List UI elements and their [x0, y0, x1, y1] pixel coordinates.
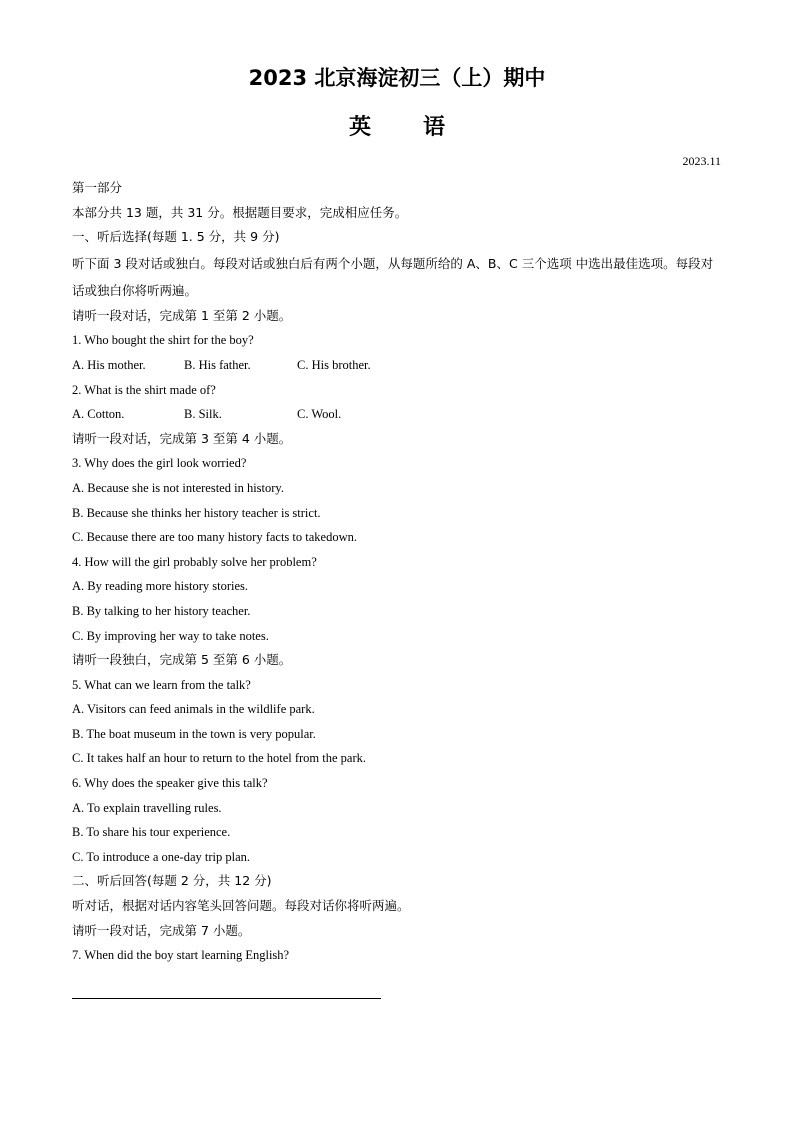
question-6: 6. Why does the speaker give this talk?: [72, 776, 268, 791]
option-b: B. The boat museum in the town is very popular.: [72, 726, 316, 741]
question-3: 3. Why does the girl look worried?: [72, 456, 247, 471]
section-2-heading: 二、听后回答(每题 2 分，共 12 分): [72, 873, 272, 889]
section-1-instructions: 听下面 3 段对话或独白。每段对话或独白后有两个小题，从每题所给的 A、B、C 三个选项 中选出最佳选项。每段对话或独白你将听两遍。: [72, 255, 714, 298]
subject-char-1: 英: [348, 115, 371, 140]
option-a: A. By reading more history stories.: [72, 579, 249, 594]
exam-date: 2023.11: [682, 154, 721, 168]
option-a: A. To explain travelling rules.: [72, 800, 222, 815]
option-b: B. Because she thinks her history teacher is strict.: [72, 505, 321, 520]
option-b: B. His father.: [184, 357, 251, 372]
group-3-instruction: 请听一段独白，完成第 5 至第 6 小题。: [72, 652, 292, 668]
option-c: C. To introduce a one-day trip plan.: [72, 849, 251, 864]
option-a: A. His mother.: [72, 357, 146, 372]
question-1: 1. Who bought the shirt for the boy?: [72, 333, 254, 348]
question-7: 7. When did the boy start learning English?: [72, 948, 290, 963]
option-b: B. To share his tour experience.: [72, 825, 231, 840]
section-2-instructions: 听对话，根据对话内容笔头回答问题。每段对话你将听两遍。: [72, 898, 410, 914]
question-5: 5. What can we learn from the talk?: [72, 677, 251, 692]
subject-char-2: 语: [423, 115, 446, 140]
option-b: B. Silk.: [184, 407, 222, 422]
group-4-instruction: 请听一段对话，完成第 7 小题。: [72, 922, 251, 938]
exam-content: [72, 176, 724, 968]
question-2-options: [72, 402, 724, 427]
page-title: 2023 北京海淀初三（上）期中: [248, 66, 546, 90]
part-description: 本部分共 13 题，共 31 分。根据题目要求，完成相应任务。: [72, 204, 408, 220]
option-b: B. By talking to her history teacher.: [72, 603, 251, 618]
option-c: C. Because there are too many history facts to takedown.: [72, 530, 357, 545]
question-2: 2. What is the shirt made of?: [72, 382, 216, 397]
option-c: C. His brother.: [297, 357, 371, 372]
subject-title: [0, 110, 794, 141]
option-a: A. Visitors can feed animals in the wildlife park.: [72, 702, 315, 717]
question-1-options: [72, 353, 724, 378]
option-a: A. Because she is not interested in history.: [72, 480, 284, 495]
option-a: A. Cotton.: [72, 407, 125, 422]
option-c: C. By improving her way to take notes.: [72, 628, 269, 643]
part-heading: 第一部分: [72, 180, 123, 195]
answer-line[interactable]: [72, 998, 381, 999]
option-c: C. It takes half an hour to return to the hotel from the park.: [72, 751, 367, 766]
option-c: C. Wool.: [297, 407, 342, 422]
section-1-heading: 一、听后选择(每题 1. 5 分，共 9 分): [72, 229, 280, 245]
group-1-instruction: 请听一段对话，完成第 1 至第 2 小题。: [72, 307, 292, 323]
question-4: 4. How will the girl probably solve her problem?: [72, 554, 317, 569]
group-2-instruction: 请听一段对话，完成第 3 至第 4 小题。: [72, 430, 292, 446]
